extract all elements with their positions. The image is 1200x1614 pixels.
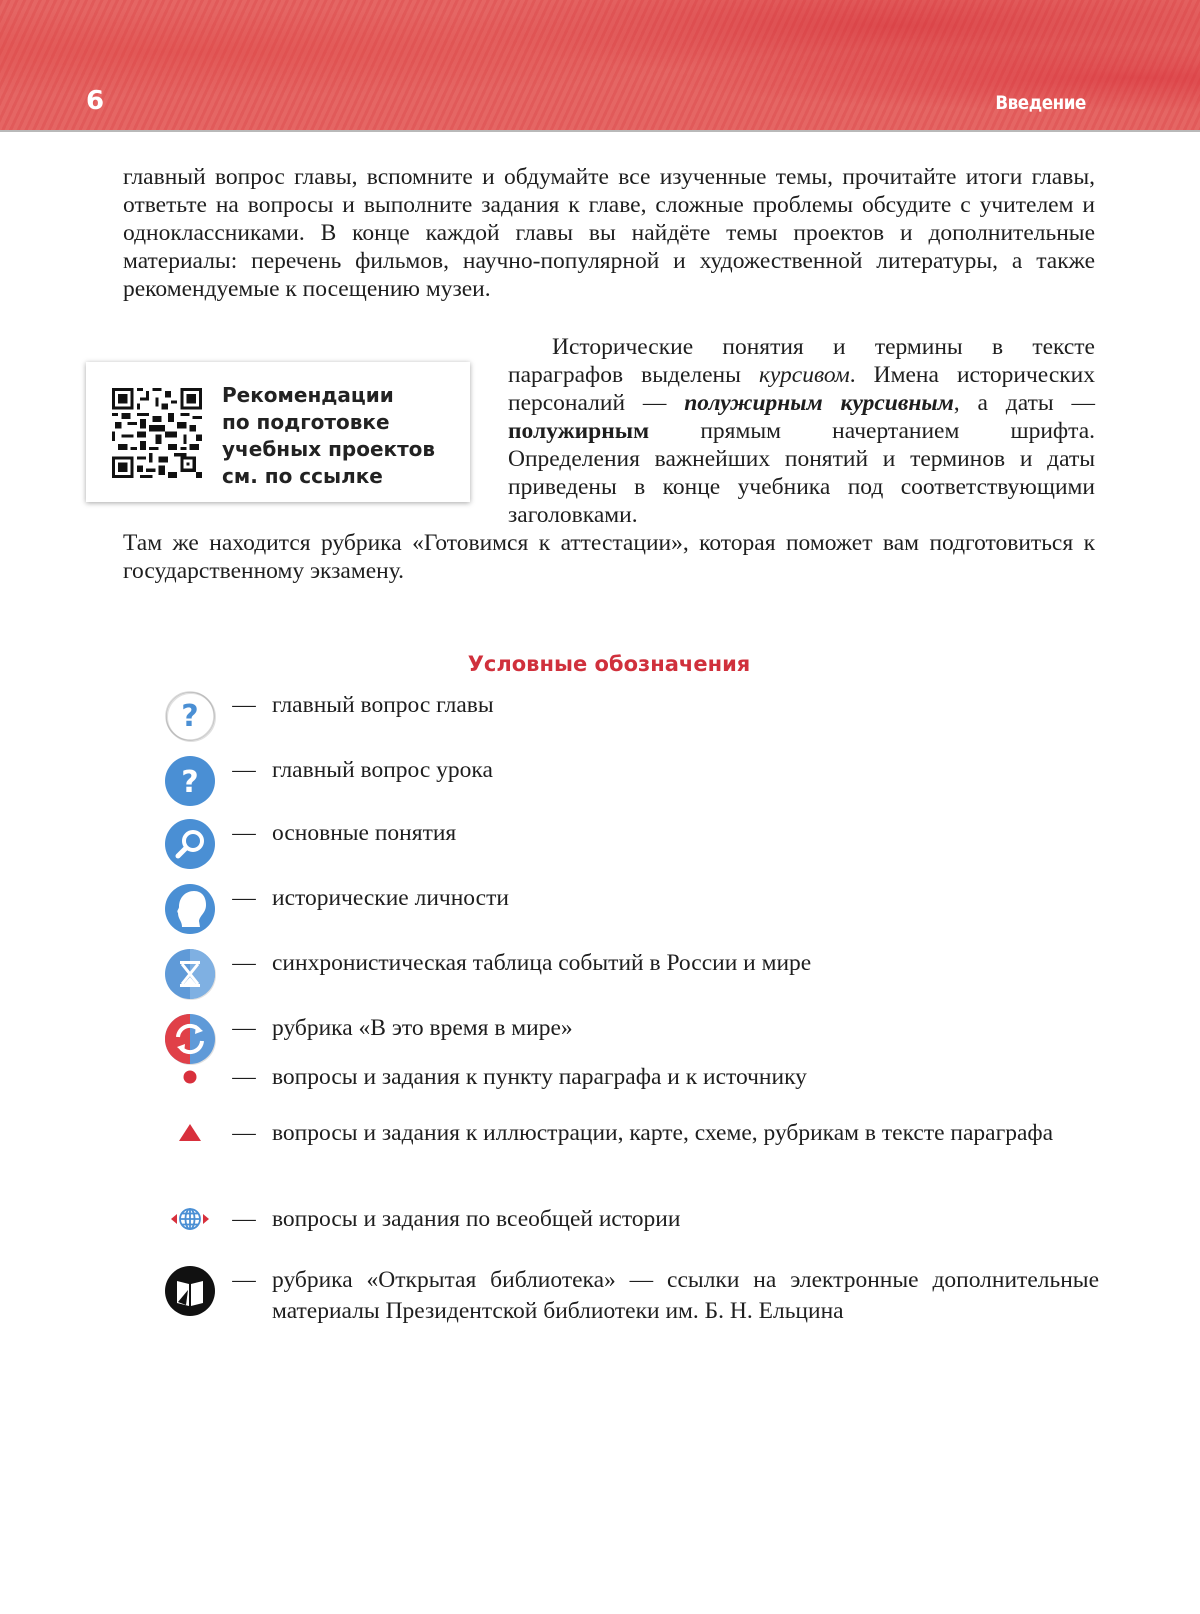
qr-caption-line: Рекомендации: [222, 383, 394, 407]
red-dot-icon: [164, 1062, 216, 1093]
chapter-question-icon: [164, 690, 216, 742]
dash: —: [232, 1064, 256, 1090]
legend-text: исторические личности: [272, 885, 509, 911]
legend-item: [164, 1265, 1099, 1327]
qr-caption: [222, 382, 435, 490]
legend-text: рубрика «В это время в мире»: [272, 1015, 573, 1041]
italic-term: курсивом: [758, 362, 850, 388]
bold-italic-term: полужирным курсивным: [684, 390, 954, 416]
hourglass-icon: [164, 948, 216, 1000]
refresh-arrows-icon: [164, 1013, 216, 1065]
page-number: 6: [86, 86, 105, 116]
legend-text: синхронистическая таблица событий в России и мире: [272, 950, 812, 976]
text-run: . Имена исторических персоналий —: [508, 362, 1095, 416]
bold-term: полужирным: [508, 418, 650, 444]
text-run: , а даты —: [953, 390, 1095, 416]
legend-text: главный вопрос главы: [272, 692, 494, 718]
dash: —: [232, 885, 256, 911]
legend-text: основные понятия: [272, 820, 457, 846]
terms-paragraph: [508, 333, 1095, 529]
dash: —: [232, 757, 256, 783]
qr-callout[interactable]: [86, 362, 470, 502]
dash: —: [232, 1267, 256, 1293]
legend-item: [164, 690, 1099, 742]
text-run: Исторические понятия и термины в тексте параграфов выделены: [508, 334, 1095, 388]
lesson-question-icon: [164, 755, 216, 807]
text-run: прямым начертанием шрифта. Определения важнейших понятий и терминов и даты приведены в конце учебника под соответствующими заголовками.: [508, 418, 1095, 528]
legend-item: [164, 1204, 1099, 1235]
legend-item: [164, 818, 1099, 870]
svg-text:?: ?: [181, 765, 199, 800]
dash: —: [232, 692, 256, 718]
dash: —: [232, 820, 256, 846]
page-header: [0, 0, 1200, 132]
red-triangle-icon: [164, 1118, 216, 1149]
legend-item: [164, 1013, 1099, 1065]
person-head-icon: [164, 883, 216, 935]
legend-text: главный вопрос урока: [272, 757, 493, 783]
dash: —: [232, 1206, 256, 1232]
qr-caption-line: учебных проектов: [222, 437, 436, 461]
legend-text: вопросы и задания к пункту параграфа и к источнику: [272, 1064, 807, 1090]
legend-item: [164, 1062, 1099, 1093]
legend-title: Условные обозначения: [467, 652, 751, 676]
qr-caption-line: см. по ссылке: [222, 464, 383, 488]
globe-icon: [164, 1204, 216, 1235]
section-title: Введение: [995, 92, 1086, 114]
open-book-icon: [164, 1265, 216, 1317]
dash: —: [232, 1120, 256, 1146]
legend-item: [164, 1118, 1099, 1149]
legend-item: [164, 883, 1099, 935]
legend-text: вопросы и задания по всеобщей истории: [272, 1206, 681, 1232]
svg-text:?: ?: [181, 699, 199, 734]
legend-item: [164, 948, 1099, 1000]
legend-text: вопросы и задания к иллюстрации, карте, схеме, рубрикам в тексте параграфа: [272, 1120, 1054, 1146]
intro-paragraph: главный вопрос главы, вспомните и обдумайте все изученные темы, прочитайте итоги главы, ответьте на вопросы и выполните задания к главе, сложные проблемы обсудите с учителем и одноклассниками. В конце каждой главы вы найдёте темы проектов и дополнительные материалы: перечень фильмов, научно-популярной и художественной литературы, а также рекомендуемые к посещению музеи.: [123, 164, 1095, 302]
qr-code-icon[interactable]: [112, 388, 202, 478]
qr-caption-line: по подготовке: [222, 410, 390, 434]
dash: —: [232, 950, 256, 976]
dash: —: [232, 1015, 256, 1041]
legend-item: [164, 755, 1099, 807]
legend-text: рубрика «Открытая библиотека» — ссылки на электронные дополнительные материалы Президентской библиотеки им. Б. Н. Ельцина: [272, 1267, 1099, 1324]
magnifier-icon: [164, 818, 216, 870]
attestation-paragraph: Там же находится рубрика «Готовимся к аттестации», которая поможет вам подготовиться к государственному экзамену.: [123, 530, 1095, 584]
